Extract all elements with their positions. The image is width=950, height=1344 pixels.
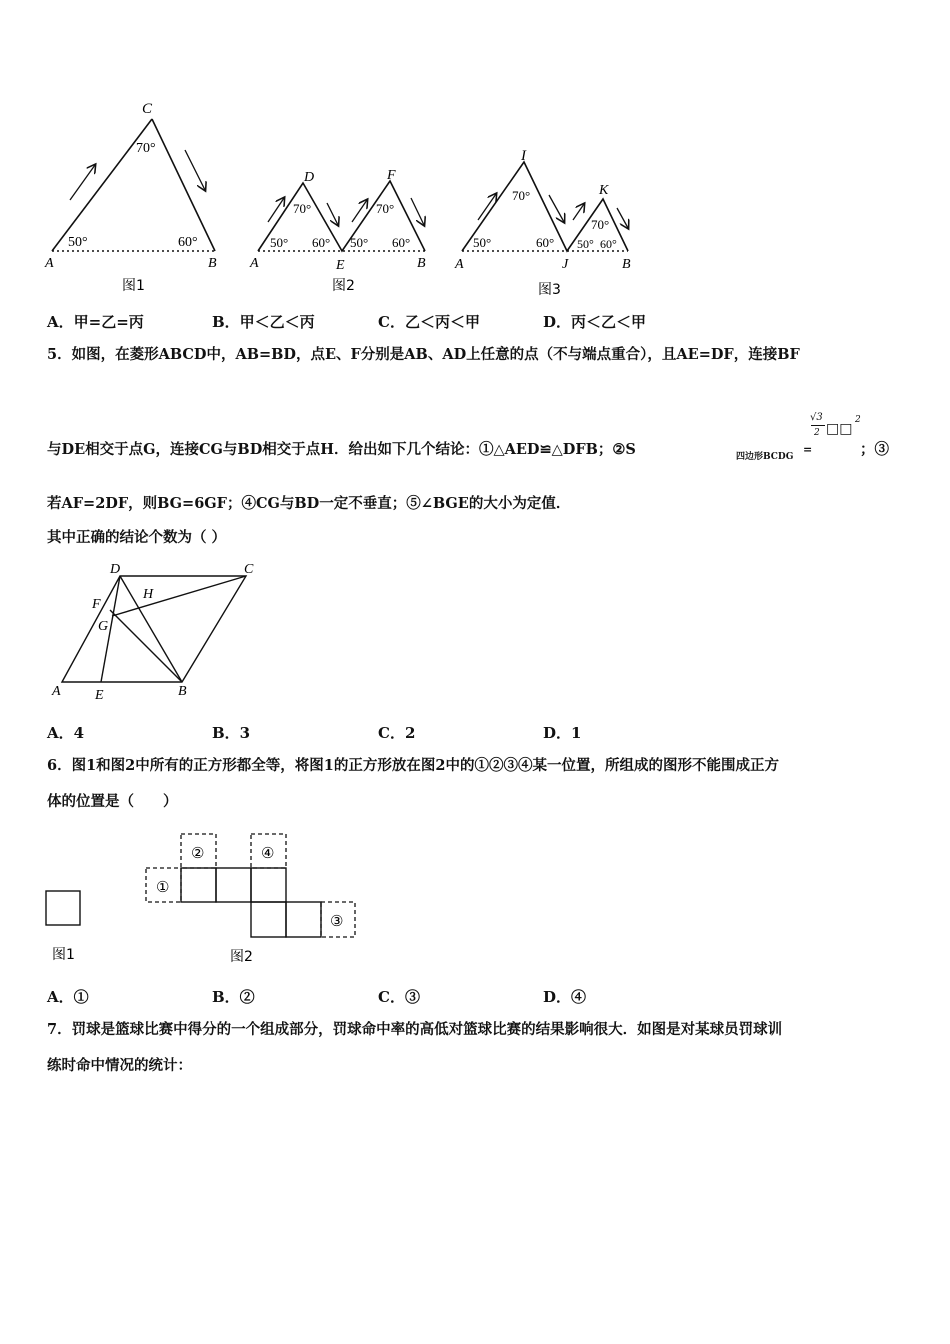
fig3-left-label: A [455, 257, 464, 272]
fig3-angle-r1: 60° [536, 235, 555, 250]
fig2-apex1-label: D [304, 170, 315, 185]
q5-text-line1: 5．如图，在菱形ABCD中，AB=BD，点E、F分别是AB、AD上任意的点（不与端点重合），且AE=DF，连接BF [47, 346, 800, 363]
fig2-angle-l1: 50° [270, 235, 289, 250]
q5-superscript: 2 [855, 415, 861, 425]
fig2-apex2-label: F [387, 168, 396, 183]
q5-label-f: F [92, 597, 101, 612]
q6-option-c[interactable]: C．③ [378, 988, 420, 1006]
q5-text-line2: 与DE相交于点G，连接CG与BD相交于点H．给出如下几个结论：①△AED≌△DFB；②S [47, 441, 636, 458]
mark-2: ② [191, 846, 205, 862]
fig1-right-label: B [208, 256, 217, 271]
q4-figures [0, 90, 950, 305]
q5-option-c[interactable]: C．2 [378, 724, 416, 742]
q5-area-subscript: 四边形BCDG [736, 452, 794, 462]
fig2-right-label: B [417, 256, 426, 271]
fig2-mid-label: E [336, 258, 345, 273]
fig1-square [46, 891, 80, 925]
q6-net-figure [40, 828, 370, 968]
fig3-apex2-label: K [599, 183, 609, 198]
q4-option-a[interactable]: A．甲=乙=丙 [47, 313, 144, 331]
fig3-right-label: B [622, 257, 631, 272]
q4-option-b[interactable]: B．甲＜乙＜丙 [212, 313, 315, 331]
q5-label-h: H [143, 587, 154, 602]
mark-4: ④ [261, 846, 275, 862]
q6-fig1-caption: 图1 [52, 947, 75, 963]
q5-label-b: B [178, 684, 187, 699]
q5-frac-denominator: 2 [814, 428, 820, 438]
fig3-apex1-label: I [521, 148, 526, 164]
mark-3: ③ [330, 914, 344, 930]
q5-label-c: C [244, 562, 254, 577]
fig3-caption: 图3 [538, 282, 561, 298]
rhombus-abcd [62, 576, 246, 682]
fig1-apex-label: C [142, 101, 153, 117]
q6-text-line1: 6．图1和图2中所有的正方形都全等，将图1的正方形放在图2中的①②③④某一位置，所组成的图形不能围成正方 [47, 757, 779, 774]
q5-rhombus-figure [40, 555, 270, 705]
q5-frac-bar [811, 425, 825, 426]
q5-equals: = [803, 443, 813, 456]
fig2-left-label: A [250, 256, 259, 271]
q5-option-a[interactable]: A．4 [47, 724, 85, 742]
q5-text-after: ；③ [860, 441, 889, 458]
q6-fig2-caption: 图2 [230, 949, 253, 965]
fig1-angle-left: 50° [68, 235, 88, 250]
q5-text-line4: 其中正确的结论个数为（ ） [47, 529, 227, 546]
q5-missing-glyphs: □□ [826, 421, 853, 437]
q5-label-g: G [98, 619, 109, 634]
q5-text-line3: 若AF=2DF，则BG=6GF；④CG与BD一定不垂直；⑤∠BGE的大小为定值． [47, 495, 571, 512]
q6-option-b[interactable]: B．② [212, 988, 255, 1006]
q6-option-a[interactable]: A．① [47, 988, 89, 1006]
fig2-angle-top2: 70° [376, 201, 395, 216]
mark-1: ① [156, 880, 170, 896]
fig2-angle-r1: 60° [312, 235, 331, 250]
q4-figure-1 [52, 119, 215, 251]
fig2-angle-l2: 50° [350, 235, 369, 250]
fig3-angle-l2: 50° [577, 237, 594, 251]
q6-text-line2: 体的位置是（ ） [47, 793, 178, 810]
fig3-angle-top2: 70° [591, 217, 610, 232]
fig1-left-label: A [45, 256, 54, 271]
fig2-angle-r2: 60° [392, 235, 411, 250]
fig3-angle-top1: 70° [512, 188, 531, 203]
q5-option-b[interactable]: B．3 [212, 724, 251, 742]
q5-label-a: A [52, 684, 61, 699]
q6-option-d[interactable]: D．④ [543, 988, 587, 1006]
fig3-angle-l1: 50° [473, 235, 492, 250]
q4-option-d[interactable]: D．丙＜乙＜甲 [543, 313, 647, 331]
q5-label-e: E [95, 688, 104, 703]
fig3-mid-label: J [562, 257, 569, 272]
q5-option-d[interactable]: D．1 [543, 724, 582, 742]
q4-option-c[interactable]: C．乙＜丙＜甲 [378, 313, 480, 331]
q5-frac-numerator: √3 [810, 412, 823, 423]
fig3-angle-r2: 60° [600, 237, 617, 251]
fig2-caption: 图2 [332, 278, 355, 294]
fig1-angle-top: 70° [136, 141, 156, 156]
q5-label-d: D [110, 562, 121, 577]
q7-text-line1: 7．罚球是篮球比赛中得分的一个组成部分，罚球命中率的高低对篮球比赛的结果影响很大．如图是对某球员罚球训 [47, 1021, 783, 1038]
q7-text-line2: 练时命中情况的统计： [47, 1057, 192, 1074]
fig2-angle-top1: 70° [293, 201, 312, 216]
fig1-caption: 图1 [122, 278, 145, 294]
fig1-angle-right: 60° [178, 235, 198, 250]
